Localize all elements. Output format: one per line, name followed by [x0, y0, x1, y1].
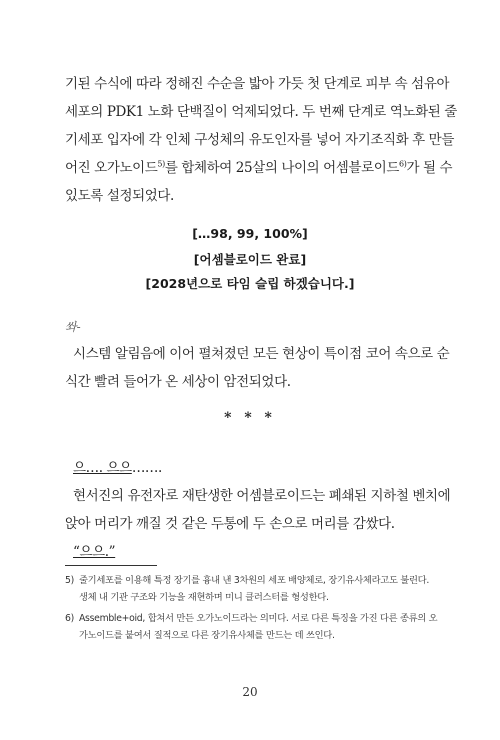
page-number: 20	[242, 685, 258, 699]
system-message-complete: [어셈블로이드 완료]	[193, 252, 307, 267]
line-4-tail: 가 될 수	[406, 160, 453, 176]
paragraph-2	[65, 340, 450, 396]
footnotes	[65, 572, 437, 648]
paragraph-3	[65, 454, 451, 566]
paragraph-3-line-4: “으으.”	[73, 544, 116, 560]
footnote-5-number: 5)	[65, 575, 74, 586]
paragraph-3-line-3: 앉아 머리가 깨질 것 같은 두통에 두 손으로 머리를 감쌌다.	[65, 516, 395, 532]
system-message-time-slip: [2028년으로 타임 슬립 하겠습니다.]	[145, 276, 355, 291]
paragraph-1-line-1: 기된 수식에 따라 정해진 수순을 밟아 가듯 첫 단계로 피부 속 섬유아	[65, 76, 450, 92]
footnote-6-line-2: 가노이드를 붙여서 질적으로 다른 장기유사체를 만드는 데 쓰인다.	[79, 630, 335, 641]
paragraph-1-line-2: 세포의 PDK1 노화 단백질이 억제되었다. 두 번째 단계로 역노화된 줄	[65, 104, 457, 120]
paragraph-2-line-1: 시스템 알림음에 이어 펼쳐졌던 모든 현상이 특이점 코어 속으로 순	[73, 346, 450, 362]
paragraph-1	[65, 70, 457, 210]
paragraph-3-line-2: 현서진의 유전자로 재탄생한 어셈블로이드는 폐쇄된 지하철 벤치에	[73, 488, 451, 504]
footnote-ref-5[interactable]: 5)	[157, 159, 165, 169]
paragraph-1-line-5: 있도록 설정되었다.	[65, 188, 174, 204]
footnote-5-body	[79, 572, 437, 606]
paragraph-3-line-1	[65, 454, 437, 482]
assembloid-text: 를 합체하여 25살의 나이의 어셈블로이드	[164, 160, 400, 176]
scene-break: * * *	[224, 410, 276, 426]
paragraph-1-line-3: 기세포 입자에 각 인체 구성체의 유도인자를 넣어 자기조직화 후 만들	[65, 132, 454, 148]
footnote-6-body	[79, 610, 437, 644]
sound-effect: 쏴-	[65, 320, 81, 334]
footnote-5	[65, 572, 437, 606]
footnote-divider	[65, 565, 157, 566]
groan-text: 으…. 으으	[73, 460, 132, 476]
paragraph-1-line-4	[65, 154, 453, 182]
organoid-text: 어진 오가노이드	[65, 160, 158, 176]
footnote-6-number: 6)	[65, 613, 74, 624]
footnote-5-line-2: 생체 내 기관 구조와 기능을 재현하며 미니 클러스터를 형성한다.	[79, 592, 329, 603]
footnote-6-line-1: Assemble+oid, 합쳐서 만든 오가노이드라는 의미다. 서로 다른 특징을 가진 다른 종류의 오	[79, 613, 438, 624]
system-message-progress: […98, 99, 100%]	[192, 226, 308, 241]
paragraph-2-line-2: 식간 빨려 들어가 온 세상이 암전되었다.	[65, 374, 291, 390]
footnote-ref-6[interactable]: 6)	[399, 159, 407, 169]
footnote-5-line-1: 줄기세포를 이용해 특정 장기를 흉내 낸 3차원의 세포 배양체로, 장기유사체라고도 불린다.	[79, 575, 429, 586]
footnote-6	[65, 610, 437, 644]
groan-ellipsis: …….	[131, 460, 162, 476]
